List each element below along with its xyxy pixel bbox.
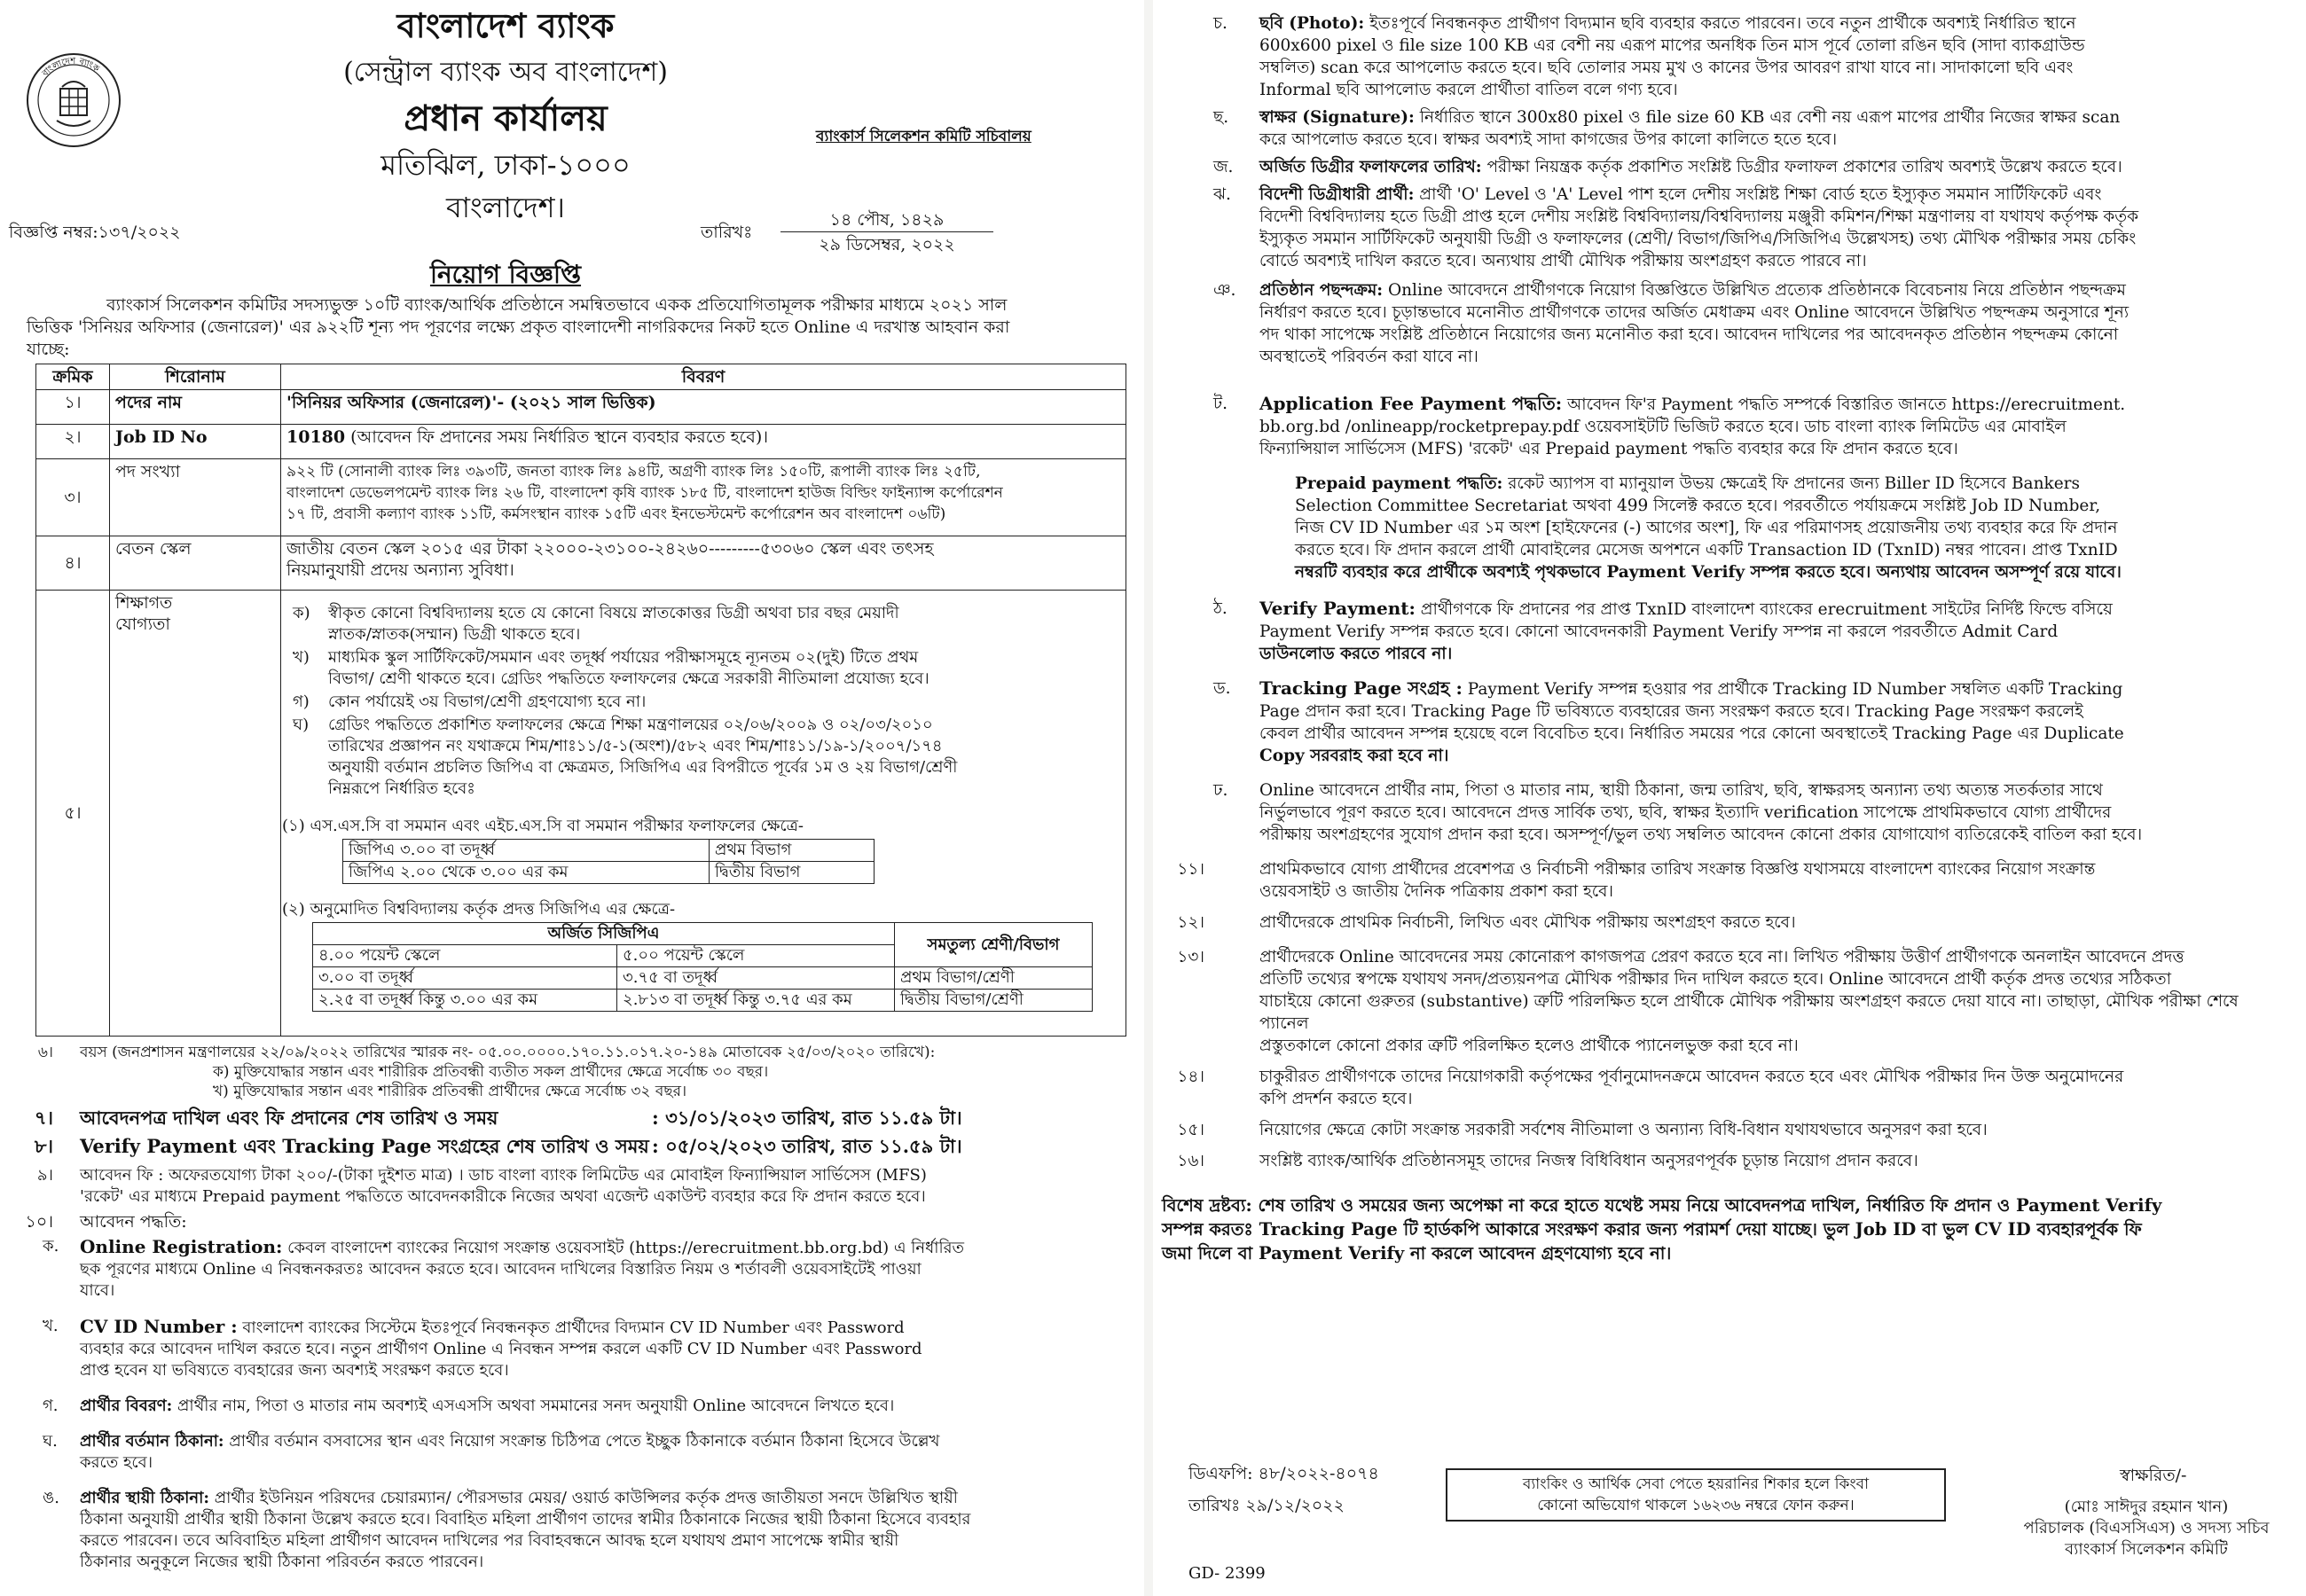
item-line: প্রার্থীর বর্তমান বসবাসের স্থান এবং নিয়োগ সংক্রান্ত চিঠিপত্র পেতে ইচ্ছুক ঠিকানাকে বর্তমান ঠিকানা হিসেবে উল্লেখ	[229, 1432, 940, 1451]
item-lead: Application Fee Payment পদ্ধতি:	[1259, 393, 1563, 414]
item-lead: Verify Payment:	[1259, 598, 1416, 619]
item-line: Online আবেদনে প্রার্থীগণকে নিয়োগ বিজ্ঞপ্তিতে উল্লিখিত প্রত্যেক প্রতিষ্ঠানকে বিবেচনায় নিয়ে প্রতিষ্ঠান পছন্দক্রম	[1387, 281, 2126, 300]
row-title: পদ সংখ্যা	[110, 459, 281, 536]
deadline-text: আবেদনপত্র দাখিল এবং ফি প্রদানের শেষ তারিখ ও সময়	[80, 1107, 498, 1129]
item-mark: খ.	[43, 1317, 59, 1335]
fee-line: আবেদন ফি : অফেরতযোগ্য টাকা ২০০/-(টাকা দুইশত মাত্র) । ডাচ বাংলা ব্যাংক লিমিটেড এর মোবাইল ফিন্যান্সিয়াল সার্ভিসেস (MFS)	[80, 1166, 927, 1185]
ssc-title: (১) এস.এস.সি বা সমমান এবং এইচ.এস.সি বা সমমান পরীক্ষার ফলাফলের ক্ষেত্রে-	[282, 817, 804, 835]
item-mark: ড.	[1213, 679, 1231, 698]
method-title: আবেদন পদ্ধতি:	[80, 1212, 187, 1232]
office-name: প্রধান কার্যালয়	[404, 98, 608, 139]
desc-line: বাংলাদেশ ডেভেলপমেন্ট ব্যাংক লিঃ ২৬ টি, বাংলাদেশ কৃষি ব্যাংক ১৮৫ টি, বাংলাদেশ হাউজ বিল্ডিং ফাইন্যান্স কর্পোরেশন	[286, 484, 1003, 502]
item-mark: ঠ.	[1213, 599, 1228, 618]
note-line: জমা দিলে বা Payment Verify না করলে আবেদন গ্রহণযোগ্য হবে না।	[1162, 1243, 1672, 1264]
table-row	[343, 840, 875, 862]
verify-deadline-text: Verify Payment এবং Tracking Page সংগ্রহের শেষ তারিখ ও সময়	[80, 1135, 649, 1157]
method-item	[1153, 12, 2288, 101]
item-line: প্রাথমিকভাবে যোগ্য প্রার্থীদের প্রবেশপত্র ও নির্বাচনী পরীক্ষার তারিখ সংক্রান্ত বিজ্ঞপ্তি যথাসময়ে বাংলাদেশ ব্যাংকের নিয়োগ সংক্রান্ত	[1259, 860, 2096, 879]
method-item	[1153, 598, 2288, 665]
item-line: প্রার্থীদেরকে Online আবেদনের সময় কোনোরূপ কাগজপত্র প্রেরণ করতে হবে না। লিখিত পরীক্ষায় উত্তীর্ণ প্রার্থীগণকে অনলাইন আবেদনে প্রদত্ত	[1259, 948, 2184, 966]
verify-deadline-value: : ০৫/০২/২০২৩ তারিখ, রাত ১১.৫৯ টা।	[652, 1135, 962, 1157]
method-item	[1153, 184, 2288, 272]
item-line: Payment Verify সম্পন্ন হওয়ার পর প্রার্থীকে Tracking ID Number সম্বলিত একটি Tracking	[1467, 680, 2123, 699]
item-lead: অর্জিত ডিগ্রীর ফলাফলের তারিখ:	[1259, 158, 1482, 176]
numbered-item	[1153, 1150, 2288, 1172]
qualification-item	[293, 647, 1118, 690]
age-section	[0, 1043, 1135, 1101]
item-lead: প্রতিষ্ঠান পছন্দক্রম:	[1259, 281, 1384, 300]
item-line: নিয়োগের ক্ষেত্রে কোটা সংক্রান্ত সরকারী সর্বশেষ নীতিমালা ও অন্যান্য বিধি-বিধান যথাযথভাবে অনুসরণ করা হবে।	[1259, 1121, 1988, 1139]
note-line: সম্পন্ন করতঃ Tracking Page টি হার্ডকপি আকারে সংরক্ষণ করার জন্য পরামর্শ দেয়া যাচ্ছে। ভুল Job ID বা ভুল CV ID ব্যবহারপূর্বক ফি	[1162, 1219, 2142, 1240]
item-lead: প্রার্থীর বর্তমান ঠিকানা:	[80, 1432, 224, 1451]
item-mark: ঘ.	[43, 1432, 58, 1451]
item-line: পরীক্ষায় অংশগ্রহণের সুযোগ প্রদান করা হবে। অসম্পূর্ণ/ভুল তথ্য সম্বলিত আবেদন কোনো প্রকার যোগাযোগ ব্যতিরেকেই বাতিল করা হবে।	[1259, 825, 2143, 844]
item-line: নিম্নরূপে নির্ধারিত হবেঃ	[328, 779, 475, 798]
cgpa-4-scale: ২.২৫ বা তদূর্ধ্ব কিন্তু ৩.০০ এর কম	[313, 990, 617, 1012]
item-line: নিজ CV ID Number এর ১ম অংশ [হাইফেনের (-) আগের অংশ], ফি এর পরিমাণসহ প্রয়োজনীয় তথ্য ব্যবহার করে ফি প্রদান	[1295, 519, 2118, 537]
item-lead: স্বাক্ষর (Signature):	[1259, 108, 1415, 127]
item-line: নম্বরটি ব্যবহার করে প্রার্থীকে অবশ্যই পৃথকভাবে Payment Verify সম্পন্ন করতে হবে। অন্যথায় আবেদন অসম্পূর্ণ রয়ে যাবে।	[1295, 563, 2122, 582]
qualification-list	[293, 603, 1118, 800]
item-number: ১৪।	[1177, 1068, 1204, 1086]
title-line: যোগ্যতা	[115, 614, 170, 634]
signer-name: (মোঃ সাঈদুর রহমান খান)	[2064, 1498, 2229, 1516]
item-line: সংশ্লিষ্ট ব্যাংক/আর্থিক প্রতিষ্ঠানসমূহ তাদের নিজস্ব বিধিবিধান অনুসরণপূর্বক চূড়ান্ত নিয়োগ প্রদান করবে।	[1259, 1152, 1918, 1170]
item-line: সম্বলিত) scan করে আপলোড করতে হবে। ছবি তোলার সময় মুখ ও কানের উপর আবরণ রাখা যাবে না। সাদাকালো ছবি এবং	[1259, 59, 2074, 77]
uni-title: (২) অনুমোদিত বিশ্ববিদ্যালয় কর্তৃক প্রদত্ত সিজিপিএ এর ক্ষেত্রে-	[282, 900, 676, 919]
cgpa-5-scale: ৩.৭৫ বা তদূর্ধ্ব	[617, 967, 895, 990]
prepaid-item	[1153, 473, 2288, 583]
item-number: ১২।	[1177, 913, 1204, 932]
item-lead: প্রার্থীর স্থায়ী ঠিকানা:	[80, 1489, 209, 1507]
row-title	[110, 591, 281, 1037]
numbered-item	[1153, 1066, 2288, 1110]
equivalent-class: প্রথম বিভাগ/শ্রেণী	[895, 967, 1093, 990]
item-mark: খ)	[293, 648, 310, 667]
table-header-row	[313, 923, 1093, 945]
complaint-line: কোনো অভিযোগ থাকলে ১৬২৩৬ নম্বরে ফোন করুন।	[1537, 1497, 1855, 1514]
dfp-number: ডিএফপি: ৪৮/২০২২-৪০৭৪	[1188, 1464, 1379, 1483]
item-line: কোন পর্যায়েই ৩য় বিভাগ/শ্রেণী গ্রহণযোগ্য হবে না।	[328, 692, 647, 711]
item-mark: ছ.	[1213, 108, 1229, 127]
row-description	[281, 536, 1126, 591]
item-line: bb.org.bd /onlineapp/rocketprepay.pdf ওয়েবসাইটটি ভিজিট করতে হবে। ডাচ বাংলা ব্যাংক লিমিটেড এর মোবাইল	[1259, 418, 2067, 436]
method-item	[0, 1316, 1140, 1381]
table-row	[36, 459, 1126, 536]
intro-line: ব্যাংকার্স সিলেকশন কমিটির সদস্যভুক্ত ১০টি ব্যাংক/আর্থিক প্রতিষ্ঠানে সমন্বিতভাবে একক প্রতিযোগিতামূলক পরীক্ষার মাধ্যমে ২০২১ সাল	[106, 295, 1008, 315]
complaint-box	[1446, 1468, 1946, 1522]
job-id-note: (আবেদন ফি প্রদানের সময় নির্ধারিত স্থানে ব্যবহার করতে হবে)।	[350, 427, 769, 447]
bank-name: বাংলাদেশ ব্যাংক	[396, 5, 615, 45]
desc-line: ৯২২ টি (সোনালী ব্যাংক লিঃ ৩৯৩টি, জনতা ব্যাংক লিঃ ৯৪টি, অগ্রণী ব্যাংক লিঃ ১৫০টি, রূপালী ব্যাংক লিঃ ২৫টি,	[286, 463, 981, 481]
item-lead: প্রার্থীর বিবরণ:	[80, 1396, 173, 1415]
item-number: ৬।	[37, 1044, 53, 1061]
item-line: 600x600 pixel ও file size 100 KB এর বেশী নয় এরূপ মাপের অনধিক তিন মাস পূর্বে তোলা রঙিন ছবি (সাদা ব্যাকগ্রাউন্ড	[1259, 36, 2085, 55]
item-number: ১৫।	[1177, 1121, 1204, 1139]
item-line: Page প্রদান করা হবে। Tracking Page টি ভবিষ্যতে ব্যবহারের জন্য সংরক্ষণ করতে হবে। Tracking Page সংরক্ষণ করলেই	[1259, 702, 2083, 721]
table-row	[313, 967, 1093, 990]
deadline-value: : ৩১/০১/২০২৩ তারিখ, রাত ১১.৫৯ টা।	[652, 1107, 962, 1129]
method-item	[1153, 279, 2288, 368]
fee-section	[0, 1165, 1140, 1208]
item-line: পরীক্ষা নিয়ন্ত্রক কর্তৃক প্রকাশিত সংশ্লিষ্ট ডিগ্রীর ফলাফল প্রকাশের তারিখ অবশ্যই উল্লেখ করতে হবে।	[1486, 158, 2122, 176]
item-mark: ঢ.	[1213, 781, 1228, 800]
bank-logo	[25, 51, 122, 149]
date-bangla: ১৪ পৌষ, ১৪২৯	[780, 209, 993, 232]
signature-block	[1987, 1497, 2306, 1561]
item-mark: গ)	[293, 692, 310, 711]
table-row	[343, 862, 875, 884]
desc-line: ১৭ টি, প্রবাসী কল্যাণ ব্যাংক ১১টি, কর্মসংস্থান ব্যাংক ১৫টি এবং ইনভেস্টমেন্ট কর্পোরেশন অব বাংলাদেশ ০৬টি)	[286, 505, 946, 523]
equivalent-header: সমতুল্য শ্রেণী/বিভাগ	[895, 923, 1093, 967]
item-line: কেবল প্রার্থীর আবেদন সম্পন্ন হয়েছে বলে বিবেচিত হবে। নির্ধারিত সময়ের পরে কোনো অবস্থাতেই Tracking Page এর Duplicate	[1259, 724, 2124, 743]
item-mark: ঝ.	[1213, 185, 1231, 204]
item-number: ৭।	[34, 1107, 53, 1129]
secretariat: ব্যাংকার্স সিলেকশন কমিটি সচিবালয়	[816, 128, 1031, 145]
item-line: আবেদন ফি'র Payment পদ্ধতি সম্পর্কে বিস্তারিত জানতে https://erecruitment.	[1566, 395, 2126, 414]
item-number: ৮।	[34, 1135, 53, 1157]
age-line: ক) মুক্তিযোদ্ধার সন্তান এবং শারীরিক প্রতিবন্ধী ব্যতীত সকল প্রার্থীদের ক্ষেত্রে সর্বোচ্চ ৩০ বছর।	[213, 1063, 769, 1081]
method-item	[0, 1396, 1140, 1417]
item-line: Copy সরবরাহ করা হবে না।	[1259, 747, 1449, 765]
cgpa-header: অর্জিত সিজিপিএ	[313, 923, 895, 945]
item-line: নির্ভুলভাবে পূরণ করতে হবে। আবেদনে প্রদত্ত সার্বিক তথ্য, ছবি, স্বাক্ষর ইত্যাদি verification সাপেক্ষে প্রাথমিকভাবে যোগ্য প্রার্থীদের	[1259, 803, 2112, 822]
notice-number: বিজ্ঞপ্তি নম্বর:১৩৭/২০২২	[9, 223, 181, 242]
country: বাংলাদেশ।	[445, 191, 566, 224]
item-line: Payment Verify সম্পন্ন করতে হবে। কোনো আবেদনকারী Payment Verify সম্পন্ন না করলে পরবর্তীতে Admit Card	[1259, 622, 2059, 641]
table-row	[313, 990, 1093, 1012]
header-description: বিবরণ	[281, 364, 1126, 390]
signer-committee: ব্যাংকার্স সিলেকশন কমিটি	[2065, 1540, 2228, 1559]
item-line: যাবে।	[80, 1281, 115, 1300]
item-line: করে আপলোড করতে হবে। স্বাক্ষর অবশ্যই সাদা কাগজের উপর কালো কালিতে হতে হবে।	[1259, 130, 1838, 149]
item-line: বিভাগ/ শ্রেণী থাকতে হবে। গ্রেডিং পদ্ধতিতে ফলাফলের ক্ষেত্রে সরকারী নীতিমালা প্রযোজ্য হবে।	[328, 669, 929, 688]
item-line: অবস্থাতেই পরিবর্তন করা যাবে না।	[1259, 348, 1479, 366]
bank-subtitle: (সেন্ট্রাল ব্যাংক অব বাংলাদেশ)	[343, 57, 668, 88]
method-item	[0, 1431, 1140, 1474]
ssc-gpa: জিপিএ ৩.০০ বা তদূর্ধ্ব	[343, 840, 710, 862]
fee-line: 'রকেট' এর মাধ্যমে Prepaid payment পদ্ধতিতে আবেদনকারীকে নিজের অথবা এজেন্ট একাউন্ট ব্যবহার করে ফি প্রদান করতে হবে।	[80, 1187, 926, 1206]
right-items	[1153, 12, 2288, 1265]
method-item	[1153, 156, 2288, 178]
desc-line: জাতীয় বেতন স্কেল ২০১৫ এর টাকা ২২০০০-২৩১০০-২৪২৬০---------৫৩০৬০ স্কেল এবং তৎসহ	[286, 539, 934, 559]
table-row	[36, 536, 1126, 591]
header-serial: ক্রমিক	[36, 364, 110, 390]
row-serial: ৫।	[36, 591, 110, 1037]
method-item	[0, 1236, 1140, 1302]
special-note	[1162, 1193, 2288, 1265]
item-number: ১৬।	[1177, 1152, 1204, 1170]
item-mark: ঙ.	[43, 1489, 59, 1507]
item-mark: ক.	[43, 1237, 59, 1256]
date-gregorian: ২৯ ডিসেম্বর, ২০২২	[819, 235, 955, 254]
qualification-item	[293, 603, 1118, 645]
item-number: ১৩।	[1177, 948, 1204, 966]
numbered-item	[1153, 911, 2288, 934]
svg-text:বাংলাদেশ ব্যাংক: বাংলাদেশ ব্যাংক	[40, 56, 101, 79]
method-item	[0, 1488, 1140, 1573]
cgpa-5-scale: ২.৮১৩ বা তদূর্ধ্ব কিন্তু ৩.৭৫ এর কম	[617, 990, 895, 1012]
item-line: ইস্যুকৃত সমমান সার্টিফিকেট অনুযায়ী ডিগ্রী ও ফলাফলের (শ্রেণী/ বিভাগ/জিপিএ/সিজিপিএ উল্লেখসহ) তথ্য মৌখিক পরীক্ষার সময় চেকিং	[1259, 230, 2137, 248]
right-column	[1153, 0, 2306, 1596]
item-line: ডাউনলোড করতে পারবে না।	[1259, 645, 1453, 663]
age-line: বয়স (জনপ্রশাসন মন্ত্রণালয়ের ২২/০৯/২০২২ তারিখের স্মারক নং- ০৫.০০.০০০০.১৭০.১১.০১৭.২০-১৪৯ মোতাবেক ২৫/০৩/২০২০ তারিখে):	[80, 1044, 936, 1061]
method-item	[1153, 106, 2288, 151]
office-address: মতিঝিল, ঢাকা-১০০০	[380, 148, 631, 182]
intro-line: যাচ্ছে:	[27, 340, 70, 359]
item-line: নির্ধারণ করতে হবে। চূড়ান্তভাবে মনোনীত প্রার্থীগণকে তাদের অর্জিত মেধাক্রম এবং Online আবেদনে উল্লিখিত পছন্দক্রম অনুসারে শূন্য	[1259, 303, 2130, 322]
note-line: বিশেষ দ্রষ্টব্য: শেষ তারিখ ও সময়ের জন্য অপেক্ষা না করে হাতে যথেষ্ট সময় নিয়ে আবেদনপত্র দাখিল, নির্ধারিত ফি প্রদান ও Payment Verify	[1162, 1195, 2162, 1216]
dfp-date: তারিখঃ ২৯/১২/২০২২	[1188, 1496, 1345, 1515]
item-lead: ছবি (Photo):	[1259, 14, 1365, 33]
item-line: বাংলাদেশ ব্যাংকের সিস্টেমে ইতঃপূর্বে নিবন্ধনকৃত প্রার্থীদের বিদ্যমান CV ID Number এবং Password	[242, 1318, 905, 1337]
item-line: ফিন্যান্সিয়াল সার্ভিসেস (MFS) 'রকেট' এর Prepaid payment পদ্ধতি ব্যবহার করে ফি প্রদান করতে হবে।	[1259, 440, 1958, 458]
item-mark: জ.	[1213, 158, 1234, 176]
item-line: Selection Committee Secretariat অথবা 499 সিলেক্ট করতে হবে। পরবর্তীতে পর্যায়ক্রমে সংশ্লিষ্ট Job ID Number,	[1295, 497, 2101, 515]
intro-line: ভিত্তিক 'সিনিয়র অফিসার (জেনারেল)' এর ৯২২টি শূন্য পদ পূরণের লক্ষ্যে প্রকৃত বাংলাদেশী নাগরিকদের নিকট হতে Online এ দরখাস্ত আহবান করা	[27, 317, 1010, 337]
item-line: ইতঃপূর্বে নিবন্ধনকৃত প্রার্থীগণ বিদ্যমান ছবি ব্যবহার করতে পারবেন। তবে নতুন প্রার্থীকে অবশ্যই নির্ধারিত স্থানে	[1369, 14, 2076, 33]
item-line: প্রার্থীর ইউনিয়ন পরিষদের চেয়ারম্যান/ পৌরসভার মেয়র/ ওয়ার্ড কাউন্সিলর কর্তৃক প্রদত্ত জাতীয়তা সনদে উল্লিখিত স্থায়ী	[214, 1489, 958, 1507]
row-description	[281, 459, 1126, 536]
table-row	[36, 425, 1126, 459]
item-mark: ক)	[293, 604, 310, 622]
header-title: শিরোনাম	[110, 364, 281, 390]
numbered-item	[1153, 946, 2288, 1057]
qualification-item	[293, 692, 1118, 713]
item-line: পদ থাকা সাপেক্ষে সংশ্লিষ্ট প্রতিষ্ঠানে নিয়োগের জন্য মনোনীত করা হবে। আবেদন দাখিলের পর আবেদনকৃত প্রতিষ্ঠান পছন্দক্রম কোনো	[1259, 325, 2119, 344]
item-line: প্রস্তুতকালে কোনো প্রকার ত্রুটি পরিলক্ষিত হলেও প্রার্থীকে প্যানেলভুক্ত করা হবে না।	[1259, 1037, 1799, 1055]
item-mark: ঞ.	[1213, 281, 1236, 300]
row-description: 'সিনিয়র অফিসার (জেনারেল)'- (২০২১ সাল ভিত্তিক)	[281, 390, 1126, 425]
table-header-row	[36, 364, 1126, 390]
job-id: 10180	[286, 427, 346, 447]
cgpa-5-scale: ৫.০০ পয়েন্ট স্কেলে	[617, 945, 895, 967]
item-line: প্রার্থীদেরকে প্রাথমিক নির্বাচনী, লিখিত এবং মৌখিক পরীক্ষায় অংশগ্রহণ করতে হবে।	[1259, 913, 1796, 932]
method-item	[1153, 677, 2288, 767]
item-line: মাধ্যমিক স্কুল সার্টিফিকেট/সমমান এবং তদূর্ধ্ব পর্যায়ের পরীক্ষাসমূহে ন্যূনতম ০২(দুই) টিতে প্রথম	[328, 648, 919, 667]
item-number: ১১।	[1177, 860, 1204, 879]
item-line: চাকুরীরত প্রার্থীগণকে তাদের নিয়োগকারী কর্তৃপক্ষের পূর্বানুমোদনক্রমে আবেদন করতে হবে এবং মৌখিক পরীক্ষার দিন উক্ত অনুমোদনের	[1259, 1068, 2124, 1086]
item-line: বিদেশী বিশ্ববিদ্যালয় হতে ডিগ্রী প্রাপ্ত হলে দেশীয় সংশ্লিষ্ট বিশ্ববিদ্যালয়/বিশ্ববিদ্যালয় মঞ্জুরী কমিশন/শিক্ষা মন্ত্রণালয় বা যথাযথ কর্তৃপক্ষ কর্তৃক	[1259, 207, 2139, 226]
ssc-division: দ্বিতীয় বিভাগ	[710, 862, 875, 884]
item-line: ব্যবহার করে আবেদন দাখিল করতে হবে। নতুন প্রার্থীগণ Online এ নিবন্ধন সম্পন্ন করলে একটি CV ID Number এবং Password	[80, 1340, 922, 1358]
item-line: প্রার্থীর নাম, পিতা ও মাতার নাম অবশ্যই এসএসসি অথবা সমমানের সনদ অনুযায়ী Online আবেদনে লিখতে হবে।	[176, 1396, 895, 1415]
intro-paragraph	[27, 294, 1126, 361]
title-line: শিক্ষাগত	[115, 593, 173, 613]
cgpa-4-scale: ৩.০০ বা তদূর্ধ্ব	[313, 967, 617, 990]
item-line: করতে হবে। ফি প্রদান করলে প্রার্থী মোবাইলের মেসেজ অপশনে একটি Transaction ID (TxnID) নম্বর পাবেন। প্রাপ্ত TxnID	[1295, 541, 2118, 559]
item-line: করতে পারবেন। তবে অবিবাহিত মহিলা প্রার্থীগণ আবেদন দাখিলের পর বিবাহবন্ধনে আবদ্ধ হলে যথাযথ প্রমাণ সাপেক্ষে স্বামীর স্থায়ী	[80, 1531, 899, 1550]
date-label: তারিখঃ	[701, 223, 753, 242]
row-serial: ৪।	[36, 536, 110, 591]
row-title: Job ID No	[110, 425, 281, 459]
item-line: স্নাতক/স্নাতক(সম্মান) ডিগ্রী থাকতে হবে।	[328, 625, 581, 644]
item-line: গ্রেডিং পদ্ধতিতে প্রকাশিত ফলাফলের ক্ষেত্রে শিক্ষা মন্ত্রণালয়ের ০২/০৬/২০০৯ ও ০২/০৩/২০১০	[328, 716, 933, 734]
item-line: তারিখের প্রজ্ঞাপন নং যথাক্রমে শিম/শাঃ১১/৫-১(অংশ)/৫৮২ এবং শিম/শাঃ১১/১৯-১/২০০৭/১৭৪	[328, 737, 943, 755]
equivalent-class: দ্বিতীয় বিভাগ/শ্রেণী	[895, 990, 1093, 1012]
method-item	[1153, 393, 2288, 460]
ssc-table	[342, 839, 875, 884]
ssc-division: প্রথম বিভাগ	[710, 840, 875, 862]
row-title: বেতন স্কেল	[110, 536, 281, 591]
row-serial: ১।	[36, 390, 110, 425]
item-line: কপি প্রদর্শন করতে হবে।	[1259, 1090, 1413, 1108]
item-line: ঠিকানা অনুযায়ী প্রার্থীর স্থায়ী ঠিকানা উল্লেখ করতে হবে। বিবাহিত মহিলা প্রার্থীগণ তাদের স্বামীর ঠিকানাকে নিজের স্থায়ী ঠিকানা হিসেবে ব্যবহার	[80, 1510, 971, 1529]
age-line: খ) মুক্তিযোদ্ধার সন্তান এবং শারীরিক প্রতিবন্ধী প্রার্থীদের ক্ষেত্রে সর্বোচ্চ ৩২ বছর।	[213, 1083, 687, 1100]
item-line: ওয়েবসাইট ও জাতীয় দৈনিক পত্রিকায় প্রকাশ করা হবে।	[1259, 882, 1614, 901]
signed-label: স্বাক্ষরিত/-	[2120, 1466, 2187, 1485]
item-line: ছক পূরণের মাধ্যমে Online এ নিবন্ধনকরতঃ আবেদন করতে হবে। আবেদন দাখিলের বিস্তারিত নিয়ম ও শর্তাবলী ওয়েবসাইটেই পাওয়া	[80, 1260, 922, 1279]
ssc-gpa: জিপিএ ২.০০ থেকে ৩.০০ এর কম	[343, 862, 710, 884]
row-title: পদের নাম	[110, 390, 281, 425]
item-line: প্রার্থীগণকে ফি প্রদানের পর প্রাপ্ত TxnID বাংলাদেশ ব্যাংকের erecruitment সাইটের নির্দিষ্ট ফিল্ডে বসিয়ে	[1420, 600, 2113, 619]
gd-number: GD- 2399	[1188, 1564, 1266, 1583]
row-serial: ৩।	[36, 459, 110, 536]
item-mark: গ.	[43, 1396, 59, 1415]
numbered-item	[1153, 858, 2288, 903]
item-lead: Prepaid payment পদ্ধতি:	[1295, 474, 1503, 493]
method-item	[1153, 779, 2288, 846]
qualification-item	[293, 715, 1118, 800]
item-lead: CV ID Number :	[80, 1316, 238, 1337]
item-mark: ঘ)	[293, 716, 310, 734]
cgpa-4-scale: ৪.০০ পয়েন্ট স্কেলে	[313, 945, 617, 967]
method-items	[0, 1236, 1140, 1573]
table-row	[36, 390, 1126, 425]
item-line: অনুযায়ী বর্তমান প্রচলিত জিপিএ বা ক্ষেত্রমত, সিজিপিএ এর বিপরীতে পূর্বের ১ম ও ২য় বিভাগ/শ্রেণী	[328, 758, 958, 777]
item-lead: Tracking Page সংগ্রহ :	[1259, 677, 1463, 699]
item-mark: ট.	[1213, 395, 1228, 413]
desc-line: নিয়মানুযায়ী প্রদেয় অন্যান্য সুবিধা।	[286, 560, 514, 580]
complaint-line: ব্যাংকিং ও আর্থিক সেবা পেতে হয়রানির শিকার হলে কিংবা	[1522, 1475, 1870, 1493]
item-line: রকেট অ্যাপস বা ম্যানুয়াল উভয় ক্ষেত্রেই ফি প্রদানের জন্য Biller ID হিসেবে Bankers	[1508, 474, 2080, 493]
item-number: ৯।	[36, 1166, 53, 1185]
item-line: Informal ছবি আপলোড করলে প্রার্থীতা বাতিল বলে গণ্য হবে।	[1259, 81, 1678, 99]
item-line: Online আবেদনে প্রার্থীর নাম, পিতা ও মাতার নাম, স্থায়ী ঠিকানা, জন্ম তারিখ, ছবি, স্বাক্ষরসহ অন্যান্য তথ্য অত্যন্ত সতর্কতার সাথে	[1259, 781, 2103, 800]
item-line: যাচাইয়ে কোনো গুরুতর (substantive) ত্রুটি পরিলক্ষিত হলে প্রার্থীকে মৌখিক পরীক্ষায় অংশগ্রহণ করতে দেয়া যাবে না। তাছাড়া, মৌখিক পরীক্ষা শেষে প্যানেল	[1259, 992, 2239, 1033]
item-line: স্বীকৃত কোনো বিশ্ববিদ্যালয় হতে যে কোনো বিষয়ে স্নাতকোত্তর ডিগ্রী অথবা চার বছর মেয়াদী	[328, 604, 899, 622]
item-line: নির্ধারিত স্থানে 300x80 pixel ও file size 60 KB এর বেশী নয় এরূপ মাপের প্রার্থীর নিজের স্বাক্ষর scan	[1419, 108, 2121, 127]
item-line: প্রার্থী 'O' Level ও 'A' Level পাশ হলে দেশীয় সংশ্লিষ্ট শিক্ষা বোর্ড হতে ইস্যুকৃত সমমান সার্টিফিকেট এবং	[1419, 185, 2102, 204]
notice-title: নিয়োগ বিজ্ঞপ্তি	[429, 260, 582, 289]
item-number: ১০।	[25, 1212, 53, 1232]
item-line: ঠিকানার অনুকূলে নিজের স্থায়ী ঠিকানা পরিবর্তন করতে পারবেন।	[80, 1553, 484, 1571]
numbered-item	[1153, 1119, 2288, 1141]
cgpa-table	[312, 922, 1093, 1012]
left-column	[0, 0, 1144, 1596]
row-serial: ২।	[36, 425, 110, 459]
item-line: কেবল বাংলাদেশ ব্যাংকের নিয়োগ সংক্রান্ত ওয়েবসাইট (https://erecruitment.bb.org.bd) এ নির্ধারিত	[287, 1239, 965, 1257]
item-mark: চ.	[1213, 14, 1228, 33]
row-description	[281, 425, 1126, 459]
item-line: করতে হবে।	[80, 1453, 153, 1472]
item-lead: বিদেশী ডিগ্রীধারী প্রার্থী:	[1259, 185, 1415, 204]
item-line: প্রতিটি তথ্যের স্বপক্ষে যথাযথ সনদ/প্রত্যয়নপত্র মৌখিক পরীক্ষার দিন দাখিল করতে হবে। Online আবেদনে প্রার্থী কর্তৃক প্রদত্ত তথ্যের সঠিকতা	[1259, 970, 2171, 989]
item-line: বোর্ডে অবশ্যই দাখিল করতে হবে। অন্যথায় প্রার্থী মৌখিক পরীক্ষায় অংশগ্রহণ করতে পারবে না।	[1259, 252, 1867, 270]
item-lead: Online Registration:	[80, 1236, 283, 1257]
item-line: প্রাপ্ত হবেন যা ভবিষ্যতে ব্যবহারের জন্য অবশ্যই সংরক্ষণ করতে হবে।	[80, 1361, 509, 1380]
signer-designation: পরিচালক (বিএসসিএস) ও সদস্য সচিব	[2023, 1519, 2270, 1537]
